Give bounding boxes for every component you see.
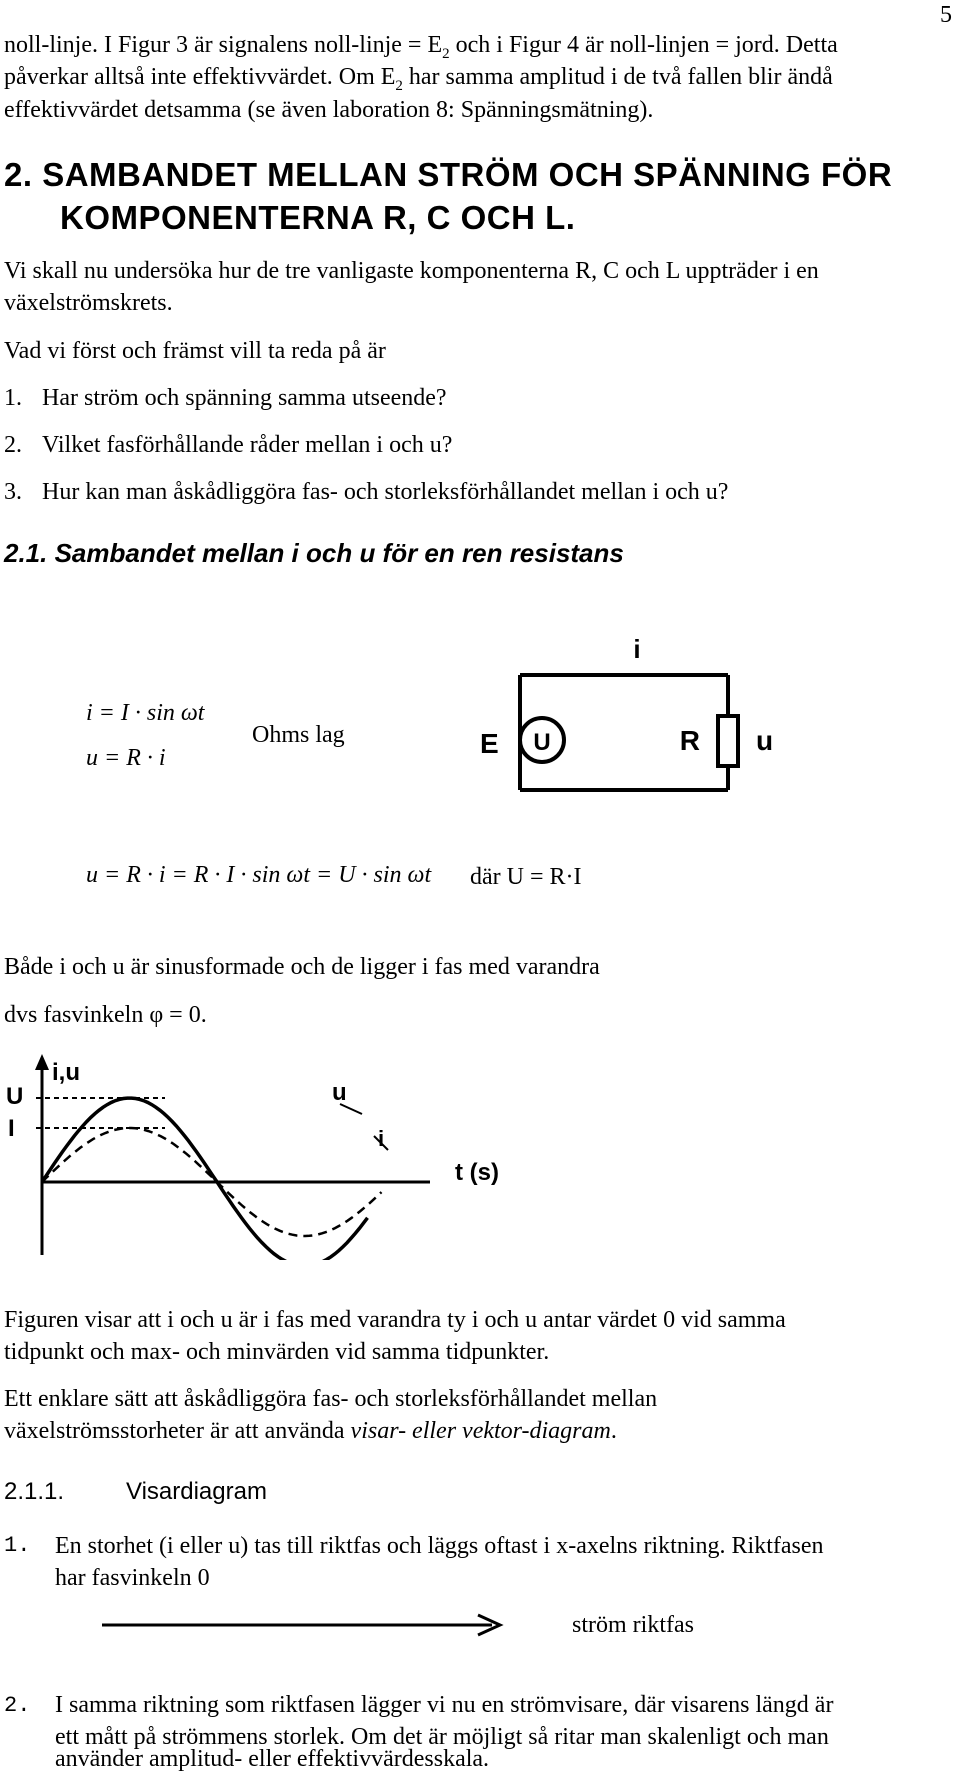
paragraph: tidpunkt och max- och minvärden vid samma tidpunkter. xyxy=(4,1339,550,1365)
circuit-diagram xyxy=(480,630,780,810)
paragraph: Figuren visar att i och u är i fas med varandra ty i och u antar värdet 0 vid samma xyxy=(4,1307,786,1333)
list-text: Hur kan man åskådliggöra fas- och storleksförhållandet mellan i och u? xyxy=(42,479,729,505)
paragraph: En storhet (i eller u) tas till riktfas och läggs oftast i x-axelns riktning. Riktfasen xyxy=(55,1533,824,1559)
subsubsection-heading xyxy=(4,1478,267,1506)
list-text: Har ström och spänning samma utseende? xyxy=(42,385,447,411)
paragraph: Både i och u är sinusformade och de ligger i fas med varandra xyxy=(4,954,600,980)
u-curve xyxy=(42,1098,368,1260)
list-number: 3. xyxy=(4,479,22,505)
u-curve-label: u xyxy=(332,1079,347,1106)
reference-phasor xyxy=(100,1610,510,1640)
paragraph: växelströmskrets. xyxy=(4,290,173,316)
phasor-label: ström riktfas xyxy=(572,1612,694,1638)
subsubsection-title: Visardiagram xyxy=(126,1478,267,1505)
subscript: 2 xyxy=(395,77,403,94)
paragraph: ett mått på strömmens storlek. Om det är möjligt så ritar man skalenligt och man xyxy=(55,1724,829,1750)
equation-u-full: u = R · i = R · I · sin ωt = U · sin ωt xyxy=(86,862,432,888)
list-text: Vilket fasförhållande råder mellan i och u? xyxy=(42,432,453,458)
intro-line-3: effektivvärdet detsamma (se även laboration 8: Spänningsmätning). xyxy=(4,97,654,123)
paragraph: Vad vi först och främst vill ta reda på är xyxy=(4,338,386,364)
list-number: 2. xyxy=(4,432,22,458)
resistor xyxy=(718,716,738,766)
section-heading-cont: KOMPONENTERNA R, C OCH L. xyxy=(60,199,576,236)
sine-graph xyxy=(0,1050,560,1260)
u-amplitude-label: U xyxy=(6,1083,24,1110)
paragraph: använder amplitud- eller effektivvärdesskala. xyxy=(55,1746,490,1772)
time-axis-label: t (s) xyxy=(455,1159,499,1186)
paragraph: Vi skall nu undersöka hur de tre vanligaste komponenterna R, C och L uppträder i en xyxy=(4,258,819,284)
paragraph: Ett enklare sätt att åskådliggöra fas- och storleksförhållandet mellan xyxy=(4,1386,658,1412)
i-amplitude-label: I xyxy=(8,1115,15,1142)
subscript: 2 xyxy=(442,45,450,62)
axis-label: i,u xyxy=(52,1059,80,1086)
section-heading: 2. SAMBANDET MELLAN STRÖM OCH SPÄNNING FÖR xyxy=(4,156,893,193)
resistor-label: R xyxy=(679,725,700,756)
subsection-heading: 2.1. Sambandet mellan i och u för en ren resistans xyxy=(4,538,624,568)
list-item xyxy=(4,383,447,413)
paragraph: dvs fasvinkeln φ = 0. xyxy=(4,1002,207,1028)
paragraph: I samma riktning som riktfasen lägger vi nu en strömvisare, där visarens längd är xyxy=(55,1692,834,1718)
source-u-label: U xyxy=(533,729,551,756)
list-item xyxy=(4,430,452,460)
equation-i: i = I · sin ωt xyxy=(86,700,205,726)
list-number: 2. xyxy=(4,1693,31,1718)
y-axis-arrow-icon xyxy=(35,1054,49,1070)
current-label: i xyxy=(633,634,641,664)
intro-line-2-b: har samma amplitud i de två fallen blir ändå xyxy=(402,64,833,90)
intro-line-1-b: och i Figur 4 är noll-linjen = jord. Detta xyxy=(449,32,838,58)
equation-note: där U = R·I xyxy=(470,864,582,890)
ohms-law-label: Ohms lag xyxy=(252,722,345,748)
equation-u: u = R · i xyxy=(86,745,166,771)
paragraph: har fasvinkeln 0 xyxy=(55,1565,210,1591)
text: växelströmsstorheter är att använda xyxy=(4,1418,351,1444)
list-item xyxy=(4,477,728,507)
paragraph xyxy=(4,1416,617,1446)
text: . xyxy=(610,1418,617,1444)
subsubsection-number: 2.1.1. xyxy=(4,1478,65,1505)
intro-line-1-a: noll-linje. I Figur 3 är signalens noll-linje = E xyxy=(4,32,443,58)
list-number: 1. xyxy=(4,385,22,411)
emphasis: visar- eller vektor-diagram xyxy=(350,1418,611,1444)
source-label: E xyxy=(480,728,499,759)
intro-line-2-a: påverkar alltså inte effektivvärdet. Om E xyxy=(4,64,396,90)
voltage-label: u xyxy=(756,725,774,756)
list-number: 1. xyxy=(4,1533,31,1558)
page-number: 5 xyxy=(940,2,952,28)
i-curve-label: i xyxy=(378,1126,385,1151)
